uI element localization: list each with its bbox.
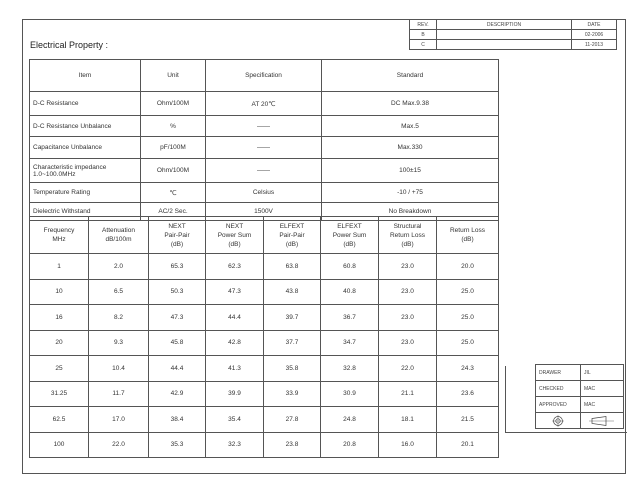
property-row xyxy=(30,183,499,203)
property-header-row xyxy=(30,60,499,92)
next-power-sum-cell: 47.3 xyxy=(206,279,264,305)
attenuation-cell: 17.0 xyxy=(89,407,149,433)
property-row xyxy=(30,137,499,159)
frequency-cell: 31.25 xyxy=(30,381,89,407)
unit-cell: pF/100M xyxy=(141,137,206,159)
attenuation-header: Attenuation dB/100m xyxy=(89,217,149,254)
spec-cell: Celsius xyxy=(206,183,322,203)
revision-header xyxy=(410,20,617,30)
structural-return-loss-cell: 23.0 xyxy=(379,254,437,280)
page-title: Electrical Property : xyxy=(30,40,109,50)
approval-row xyxy=(536,397,624,413)
spec-cell: 1500V xyxy=(206,203,322,221)
elfext-pair-cell: 39.7 xyxy=(264,305,321,331)
rev-description xyxy=(437,30,572,40)
attenuation-cell: 9.3 xyxy=(89,330,149,356)
elfext-pair-cell: 35.8 xyxy=(264,356,321,382)
revision-block xyxy=(409,19,617,50)
rev-code: B xyxy=(410,30,437,40)
frequency-body xyxy=(30,254,499,458)
structural-return-loss-cell: 22.0 xyxy=(379,356,437,382)
unit-cell: ℃ xyxy=(141,183,206,203)
frequency-cell: 100 xyxy=(30,432,89,458)
structural-return-loss-cell: 21.1 xyxy=(379,381,437,407)
return-loss-cell: 25.0 xyxy=(437,330,499,356)
next-power-sum-cell: 42.8 xyxy=(206,330,264,356)
attenuation-cell: 2.0 xyxy=(89,254,149,280)
standard-cell: Max.330 xyxy=(322,137,499,159)
unit-cell: Ohm/100M xyxy=(141,92,206,116)
return-loss-cell: 21.5 xyxy=(437,407,499,433)
elfext-pair-cell: 43.8 xyxy=(264,279,321,305)
structural-return-loss-cell: 18.1 xyxy=(379,407,437,433)
spec-cell: —— xyxy=(206,159,322,183)
spec-cell: —— xyxy=(206,137,322,159)
attenuation-cell: 22.0 xyxy=(89,432,149,458)
next-power-sum-header: NEXT Power Sum (dB) xyxy=(206,217,264,254)
attenuation-cell: 6.5 xyxy=(89,279,149,305)
standard-cell: 100±15 xyxy=(322,159,499,183)
frequency-cell: 62.5 xyxy=(30,407,89,433)
elfext-power-sum-header: ELFEXT Power Sum (dB) xyxy=(321,217,379,254)
structural-return-loss-cell: 23.0 xyxy=(379,330,437,356)
return-loss-cell: 25.0 xyxy=(437,305,499,331)
standard-cell: DC Max.9.38 xyxy=(322,92,499,116)
structural-return-loss-cell: 23.0 xyxy=(379,305,437,331)
elfext-power-sum-cell: 34.7 xyxy=(321,330,379,356)
elfext-power-sum-cell: 40.8 xyxy=(321,279,379,305)
elfext-power-sum-cell: 24.8 xyxy=(321,407,379,433)
property-row xyxy=(30,159,499,183)
attenuation-cell: 8.2 xyxy=(89,305,149,331)
approved-value: MAC xyxy=(581,397,624,413)
date-header: DATE xyxy=(572,20,617,30)
unit-cell: Ohm/100M xyxy=(141,159,206,183)
return-loss-cell: 25.0 xyxy=(437,279,499,305)
structural-return-loss-cell: 16.0 xyxy=(379,432,437,458)
next-power-sum-cell: 44.4 xyxy=(206,305,264,331)
return-loss-cell: 20.0 xyxy=(437,254,499,280)
frequency-cell: 16 xyxy=(30,305,89,331)
unit-header: Unit xyxy=(141,60,206,92)
drawer-value: JIL xyxy=(581,365,624,381)
item-header: Item xyxy=(30,60,141,92)
frequency-row xyxy=(30,407,499,433)
standard-header: Standard xyxy=(322,60,499,92)
property-table xyxy=(29,59,499,221)
next-pair-cell: 45.8 xyxy=(149,330,206,356)
elfext-power-sum-cell: 30.9 xyxy=(321,381,379,407)
standard-cell: No Breakdown xyxy=(322,203,499,221)
elfext-pair-cell: 37.7 xyxy=(264,330,321,356)
frequency-row xyxy=(30,381,499,407)
frequency-cell: 25 xyxy=(30,356,89,382)
next-power-sum-cell: 62.3 xyxy=(206,254,264,280)
item-cell: D-C Resistance Unbalance xyxy=(30,116,141,137)
structural-return-loss-cell: 23.0 xyxy=(379,279,437,305)
projection-row xyxy=(536,413,624,429)
next-pair-cell: 35.3 xyxy=(149,432,206,458)
frequency-row xyxy=(30,432,499,458)
rev-code: C xyxy=(410,40,437,50)
return-loss-header: Return Loss (dB) xyxy=(437,217,499,254)
elfext-power-sum-cell: 32.8 xyxy=(321,356,379,382)
elfext-pair-cell: 63.8 xyxy=(264,254,321,280)
next-pair-header: NEXT Pair-Pair (dB) xyxy=(149,217,206,254)
rev-date: 11-2013 xyxy=(572,40,617,50)
item-cell: Characteristic impedance 1.0~100.0MHz xyxy=(30,159,141,183)
item-cell: Temperature Rating xyxy=(30,183,141,203)
rev-description xyxy=(437,40,572,50)
property-row xyxy=(30,92,499,116)
next-pair-cell: 38.4 xyxy=(149,407,206,433)
frequency-cell: 20 xyxy=(30,330,89,356)
frequency-cell: 10 xyxy=(30,279,89,305)
spec-cell: AT 20℃ xyxy=(206,92,322,116)
elfext-pair-cell: 23.8 xyxy=(264,432,321,458)
return-loss-cell: 23.6 xyxy=(437,381,499,407)
next-pair-cell: 44.4 xyxy=(149,356,206,382)
next-pair-cell: 42.9 xyxy=(149,381,206,407)
frequency-row xyxy=(30,279,499,305)
next-power-sum-cell: 41.3 xyxy=(206,356,264,382)
drawer-label: DRAWER xyxy=(536,365,581,381)
attenuation-cell: 11.7 xyxy=(89,381,149,407)
unit-cell: % xyxy=(141,116,206,137)
next-pair-cell: 65.3 xyxy=(149,254,206,280)
approval-row xyxy=(536,365,624,381)
return-loss-cell: 20.1 xyxy=(437,432,499,458)
property-row xyxy=(30,116,499,137)
frequency-row xyxy=(30,254,499,280)
projection-circle-icon xyxy=(552,415,564,427)
standard-cell: Max.5 xyxy=(322,116,499,137)
rev-date: 02-2006 xyxy=(572,30,617,40)
spec-cell: —— xyxy=(206,116,322,137)
projection-circle-cell xyxy=(536,413,581,429)
revision-row xyxy=(410,30,617,40)
title-block-baseline xyxy=(505,432,627,433)
projection-cone-cell xyxy=(581,413,624,429)
next-power-sum-cell: 32.3 xyxy=(206,432,264,458)
checked-label: CHECKED xyxy=(536,381,581,397)
next-pair-cell: 47.3 xyxy=(149,305,206,331)
checked-value: MAC xyxy=(581,381,624,397)
elfext-pair-header: ELFEXT Pair-Pair (dB) xyxy=(264,217,321,254)
frequency-row xyxy=(30,356,499,382)
projection-cone-icon xyxy=(589,415,615,427)
rev-header: REV. xyxy=(410,20,437,30)
elfext-pair-cell: 27.8 xyxy=(264,407,321,433)
return-loss-cell: 24.3 xyxy=(437,356,499,382)
approved-label: APPROVED xyxy=(536,397,581,413)
frequency-row xyxy=(30,305,499,331)
next-pair-cell: 50.3 xyxy=(149,279,206,305)
frequency-table xyxy=(29,216,499,458)
elfext-power-sum-cell: 20.8 xyxy=(321,432,379,458)
next-power-sum-cell: 39.9 xyxy=(206,381,264,407)
elfext-pair-cell: 33.9 xyxy=(264,381,321,407)
frequency-row xyxy=(30,330,499,356)
item-cell: D-C Resistance xyxy=(30,92,141,116)
frequency-header: Frequency MHz xyxy=(30,217,89,254)
standard-cell: -10 / +75 xyxy=(322,183,499,203)
item-cell: Capacitance Unbalance xyxy=(30,137,141,159)
elfext-power-sum-cell: 60.8 xyxy=(321,254,379,280)
revision-row xyxy=(410,40,617,50)
structural-return-loss-header: Structural Return Loss (dB) xyxy=(379,217,437,254)
elfext-power-sum-cell: 36.7 xyxy=(321,305,379,331)
approval-row xyxy=(536,381,624,397)
specification-header: Specification xyxy=(206,60,322,92)
unit-cell: AC/2 Sec. xyxy=(141,203,206,221)
item-cell: Dielectric Withstand xyxy=(30,203,141,221)
frequency-cell: 1 xyxy=(30,254,89,280)
frequency-header-row xyxy=(30,217,499,254)
attenuation-cell: 10.4 xyxy=(89,356,149,382)
next-power-sum-cell: 35.4 xyxy=(206,407,264,433)
approval-block xyxy=(535,364,624,429)
description-header: DESCRIPTION xyxy=(437,20,572,30)
title-block-divider xyxy=(505,366,506,432)
